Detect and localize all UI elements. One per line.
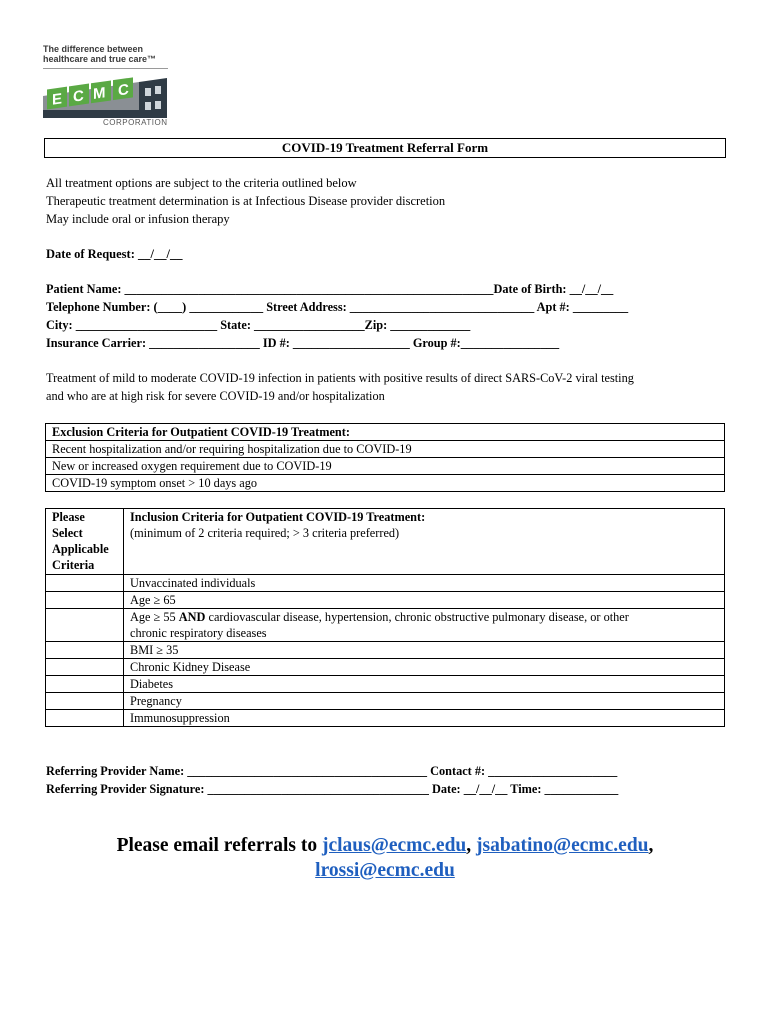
- email-link-jclaus[interactable]: jclaus@ecmc.edu: [321, 835, 467, 856]
- select-label-line: Please: [52, 510, 85, 524]
- select-label-line: Applicable: [52, 542, 109, 556]
- inclusion-criteria-table: [45, 508, 725, 727]
- select-label-line: Criteria: [52, 558, 95, 572]
- referring-provider-name-field[interactable]: Referring Provider Name: _______________________________________ Contact #: _____________________: [46, 764, 618, 778]
- inclusion-row: Pregnancy: [124, 693, 725, 710]
- logo-letter: E: [52, 90, 62, 109]
- ecmc-logo: [43, 44, 173, 130]
- exclusion-row: New or increased oxygen requirement due to COVID-19: [46, 458, 725, 475]
- insurance-field[interactable]: Insurance Carrier: __________________ ID #: ___________________ Group #:________________: [46, 336, 560, 350]
- email-separator: ,: [466, 835, 477, 856]
- intro-line: Therapeutic treatment determination is at Infectious Disease provider discretion: [46, 194, 446, 208]
- tagline-divider: [43, 68, 168, 69]
- city-state-zip-field[interactable]: City: _______________________ State: __________________Zip: _____________: [46, 318, 471, 332]
- age55-line-2: chronic respiratory diseases: [130, 626, 267, 640]
- inclusion-subheader: (minimum of 2 criteria required; > 3 criteria preferred): [130, 526, 400, 540]
- exclusion-row: COVID-19 symptom onset > 10 days ago: [46, 475, 725, 492]
- patient-name-field[interactable]: Patient Name: ____________________________________________________________Date of Birth: __/__/__: [46, 282, 614, 296]
- select-criteria-label: [46, 509, 124, 575]
- select-label-line: Select: [52, 526, 83, 540]
- criteria-checkbox-cell[interactable]: [46, 659, 124, 676]
- inclusion-row: BMI ≥ 35: [124, 642, 725, 659]
- inclusion-row-age55: [124, 609, 725, 642]
- date-of-request-field[interactable]: Date of Request: __/__/__: [46, 247, 183, 261]
- email-referrals-block: [0, 833, 770, 883]
- criteria-checkbox-cell[interactable]: [46, 710, 124, 727]
- age55-suffix: cardiovascular disease, hypertension, chronic obstructive pulmonary disease, or other: [205, 610, 629, 624]
- logo-letter: C: [73, 87, 84, 106]
- treatment-line: and who are at high risk for severe COVID-19 and/or hospitalization: [46, 389, 385, 403]
- inclusion-header-cell: [124, 509, 725, 575]
- telephone-address-field[interactable]: Telephone Number: (____) ____________ Street Address: ______________________________ Apt #: _________: [46, 300, 629, 314]
- form-title: COVID-19 Treatment Referral Form: [44, 138, 726, 158]
- provider-block: [46, 762, 618, 798]
- inclusion-row: Age ≥ 65: [124, 592, 725, 609]
- criteria-checkbox-cell[interactable]: [46, 693, 124, 710]
- logo-letter: C: [118, 81, 129, 100]
- age55-and: AND: [178, 610, 206, 624]
- ecmc-building-icon: [43, 74, 171, 120]
- tagline-line-1: The difference between: [43, 44, 144, 54]
- exclusion-criteria-table: [45, 423, 725, 492]
- exclusion-header: Exclusion Criteria for Outpatient COVID-19 Treatment:: [46, 424, 725, 441]
- exclusion-row: Recent hospitalization and/or requiring hospitalization due to COVID-19: [46, 441, 725, 458]
- intro-line: May include oral or infusion therapy: [46, 212, 230, 226]
- age55-prefix: Age ≥ 55: [130, 610, 179, 624]
- email-link-lrossi[interactable]: lrossi@ecmc.edu: [315, 860, 455, 881]
- tagline-line-2: healthcare and true care™: [43, 54, 157, 64]
- treatment-line: Treatment of mild to moderate COVID-19 infection in patients with positive results of direct SARS-CoV-2 viral testing: [46, 371, 634, 385]
- criteria-checkbox-cell[interactable]: [46, 592, 124, 609]
- criteria-checkbox-cell[interactable]: [46, 642, 124, 659]
- logo-tagline: [43, 44, 173, 64]
- email-prefix: Please email referrals to: [116, 835, 322, 856]
- email-link-jsabatino[interactable]: jsabatino@ecmc.edu: [476, 835, 649, 856]
- email-comma: ,: [648, 835, 654, 856]
- criteria-checkbox-cell[interactable]: [46, 609, 124, 642]
- patient-info-block: [46, 280, 628, 352]
- criteria-checkbox-cell[interactable]: [46, 575, 124, 592]
- treatment-description: [46, 369, 634, 405]
- inclusion-row: Diabetes: [124, 676, 725, 693]
- logo-corporation: CORPORATION: [103, 118, 168, 127]
- inclusion-row: Chronic Kidney Disease: [124, 659, 725, 676]
- inclusion-row: Unvaccinated individuals: [124, 575, 725, 592]
- intro-line: All treatment options are subject to the criteria outlined below: [46, 176, 357, 190]
- criteria-checkbox-cell[interactable]: [46, 676, 124, 693]
- referring-provider-signature-field[interactable]: Referring Provider Signature: ____________________________________ Date: __/__/__ Time: ____________: [46, 782, 619, 796]
- inclusion-header: Inclusion Criteria for Outpatient COVID-19 Treatment:: [130, 510, 426, 524]
- inclusion-row: Immunosuppression: [124, 710, 725, 727]
- logo-letter: M: [93, 84, 106, 103]
- intro-block: [46, 174, 445, 228]
